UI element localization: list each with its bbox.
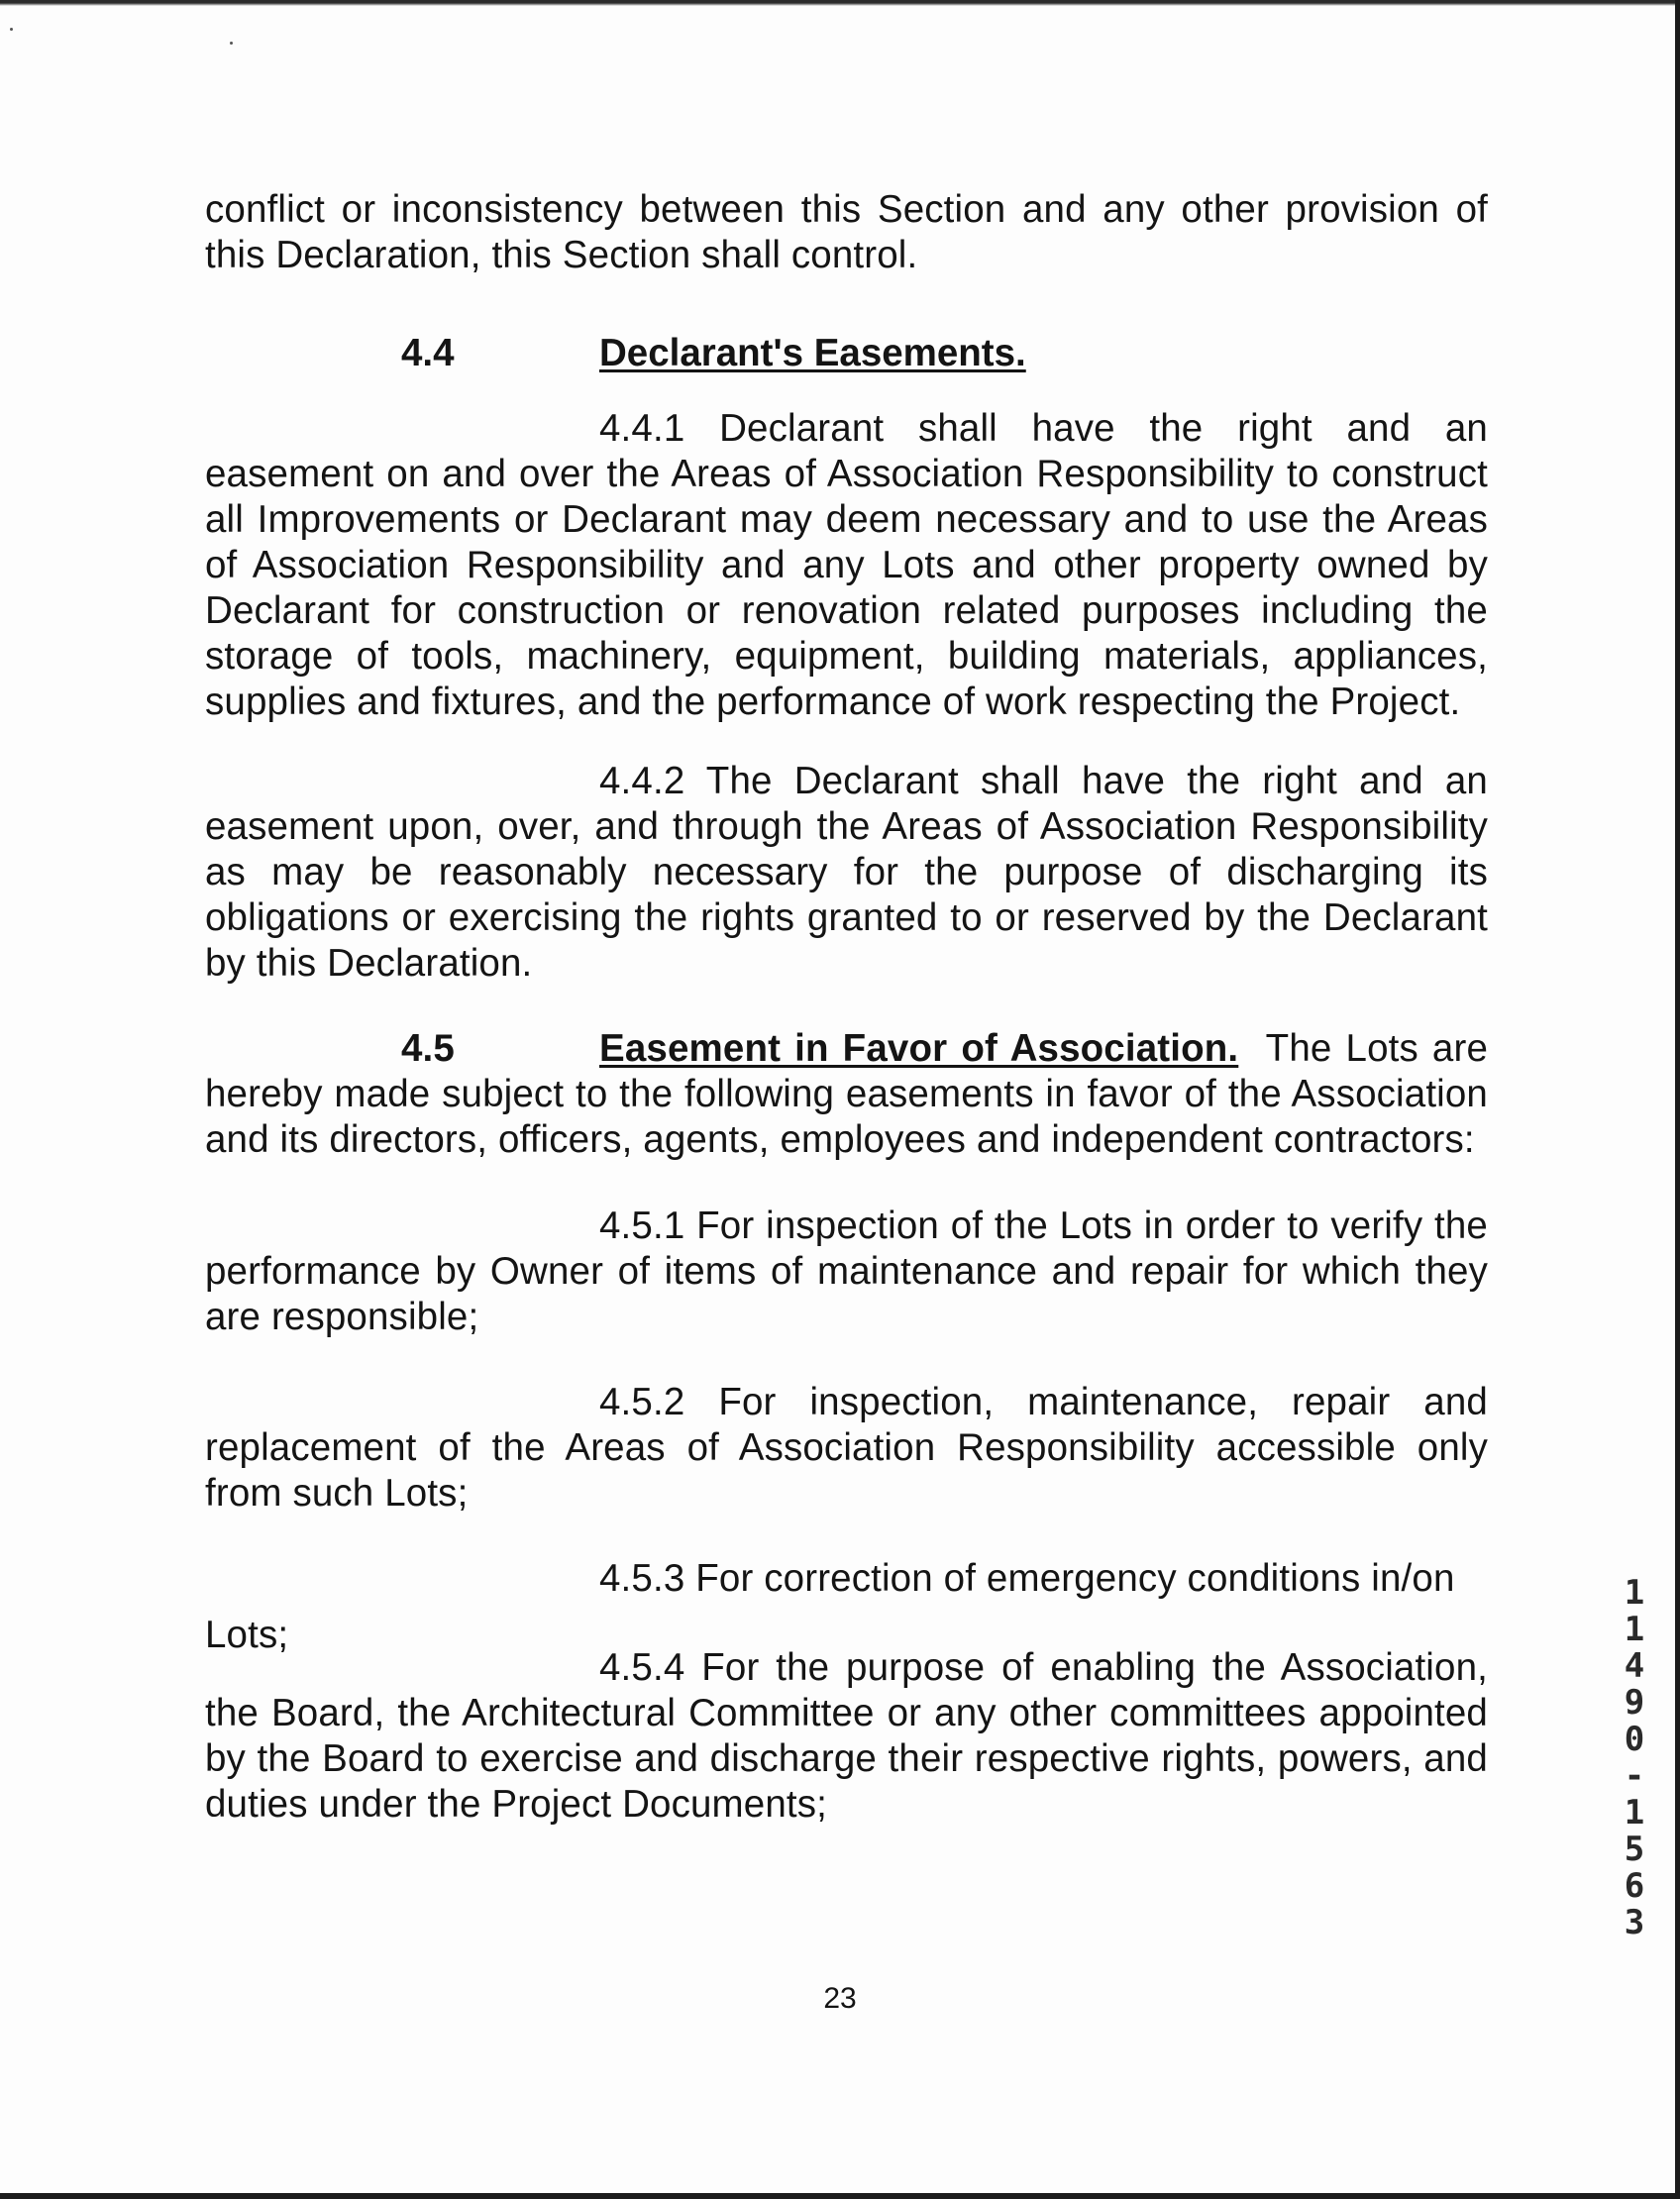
- scan-edge-bottom: [0, 2193, 1680, 2199]
- scan-speck: [10, 28, 13, 31]
- section-number: 4.5: [401, 1027, 455, 1070]
- paragraph-4-4-1: 4.4.1 Declarant shall have the right and an easement on and over the Areas of Association Responsibility to construct all Improvements or Declarant may deem necessary and to use the Areas of Association Responsibility and any Lots and other property owned by Declarant for construction or renovation related purposes including the storage of tools, machinery, equipment, building materials, appliances, supplies and fixtures, and the performance of work respecting the Project.: [205, 407, 1488, 723]
- paragraph-4-5-4: 4.5.4 For the purpose of enabling the Association, the Board, the Architectural Committee or any other committees appointed by the Board to exercise and discharge their respective rights, powers, and duties under the Project Documents;: [205, 1646, 1488, 1826]
- paragraph-4-4-2: 4.4.2 The Declarant shall have the right and an easement upon, over, and through the Areas of Association Responsibility as may be reasonably necessary for the purpose of discharging its obligations or exercising the rights granted to or reserved by the Declarant by this Declaration.: [205, 760, 1488, 985]
- scan-edge-right: [1675, 0, 1680, 2199]
- section-number: 4.4: [401, 332, 455, 374]
- scan-edge-top: [0, 0, 1680, 6]
- section-title: Easement in Favor of Association.: [599, 1027, 1239, 1070]
- page-number: 23: [823, 1982, 857, 2015]
- paragraph-4-5-3-continued: Lots;: [205, 1614, 289, 1656]
- section-4-4-heading: [401, 331, 1026, 376]
- section-4-5-paragraph: [205, 1026, 1488, 1163]
- section-body-rest: hereby made subject to the following easements in favor of the Association and its directors, officers, agents, employees and independent contractors:: [205, 1073, 1488, 1161]
- section-body-first: The Lots are: [1265, 1027, 1489, 1070]
- section-title: Declarant's Easements.: [599, 332, 1026, 374]
- scan-speck: [230, 42, 233, 45]
- paragraph-conflict: conflict or inconsistency between this Section and any other provision of this Declaration, this Section shall control.: [205, 188, 1488, 276]
- recording-stamp: 1149 0-1563: [1624, 1573, 1645, 1942]
- paragraph-4-5-2: 4.5.2 For inspection, maintenance, repair and replacement of the Areas of Association Responsibility accessible only from such Lots;: [205, 1381, 1488, 1515]
- paragraph-4-5-1: 4.5.1 For inspection of the Lots in order to verify the performance by Owner of items of maintenance and repair for which they are responsible;: [205, 1204, 1488, 1338]
- paragraph-4-5-3: 4.5.3 For correction of emergency conditions in/on: [599, 1557, 1455, 1600]
